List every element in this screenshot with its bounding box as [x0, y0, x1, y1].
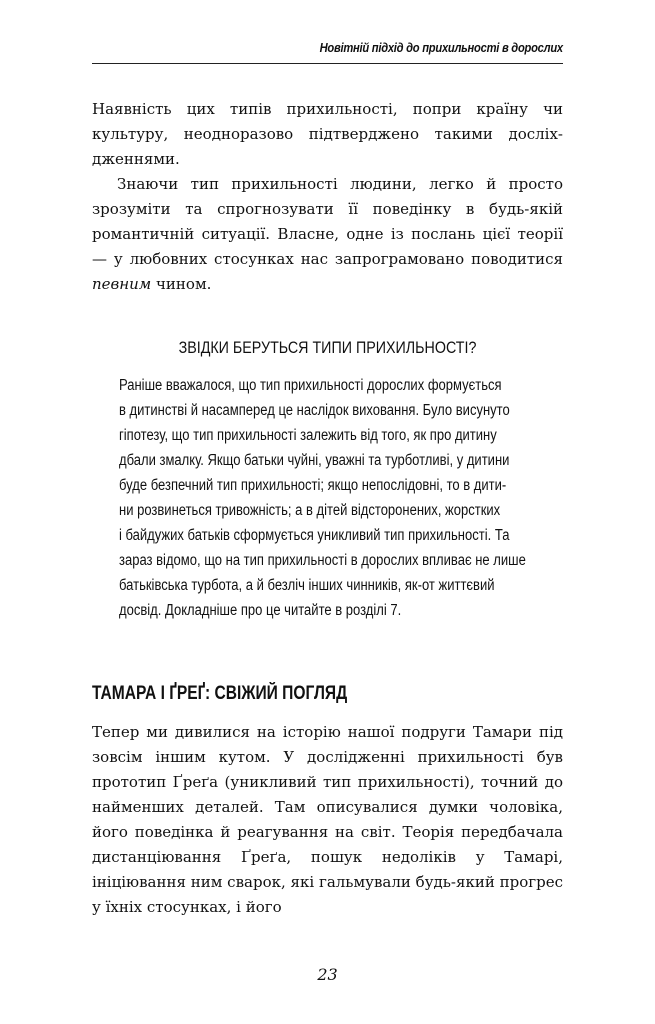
intro-paragraph-2-text: Знаючи тип прихильності людини, легко й просто зрозуміти та спрогнозувати її поведінку в будь-якій романтичній ситуації. Власне, одне із послань цієї теорії — у любовних стосунках нас запрограмовано поводитися: [92, 175, 563, 268]
sidebar-line: батьківська турбота, а й безліч інших чинників, як-от життєвий: [119, 577, 495, 594]
running-head: Новітній підхід до прихильності в дорослих: [319, 40, 563, 55]
section-heading: ТАМАРА І ҐРЕҐ: СВІЖИЙ ПОГЛЯД: [92, 683, 348, 704]
intro-paragraph-2-end: чином.: [151, 275, 212, 293]
sidebar-line: Раніше вважалося, що тип прихильності дорослих формується: [119, 377, 502, 394]
section-text: [92, 720, 563, 920]
intro-paragraph-1: Наявність цих типів прихильності, попри країну чи культуру, неодноразово підтверджено такими досліх-дженнями.: [92, 100, 563, 168]
page-number: 23: [317, 965, 338, 984]
sidebar-line: зараз відомо, що на тип прихильності в дорослих впливає не лише: [119, 552, 526, 569]
sidebar-body: [119, 373, 540, 623]
emphasis-word: певним: [92, 275, 152, 293]
sidebar-line: гіпотезу, що тип прихильності залежить від того, як про дитину: [119, 427, 497, 444]
sidebar-line: в дитинстві й насамперед це наслідок виховання. Було висунуто: [119, 402, 510, 419]
header-rule: [92, 63, 563, 64]
sidebar-line: ни розвинеться тривожність; а в дітей відсторонених, жорстких: [119, 502, 501, 519]
intro-text: [92, 97, 563, 297]
sidebar-line: буде безпечний тип прихильності; якщо непослідовні, то в дити-: [119, 477, 507, 494]
sidebar-title: ЗВІДКИ БЕРУТЬСЯ ТИПИ ПРИХИЛЬНОСТІ?: [178, 338, 477, 357]
sidebar-line: дбали змалку. Якщо батьки чуйні, уважні та турботливі, у дитини: [119, 452, 510, 469]
intro-paragraph-2: [92, 172, 563, 297]
section-paragraph: Тепер ми дивилися на історію нашої подруги Тамари під зовсім іншим кутом. У дослідженні прихильності був прототип Ґреґа (уникливий тип прихильності), точний до найменших деталей. Там описувалися думки чоловіка, його поведінка й реагування на світ. Теорія передбачала дистанціювання Ґреґа, пошук недоліків у Тамарі, ініціювання ним сварок, які гальмували будь-який прогрес у їхніх стосунках, і його: [92, 723, 563, 916]
sidebar-line: і байдужих батьків сформується уникливий тип прихильності. Та: [119, 527, 510, 544]
sidebar-line: досвід. Докладніше про це читайте в розділі 7.: [119, 602, 402, 619]
